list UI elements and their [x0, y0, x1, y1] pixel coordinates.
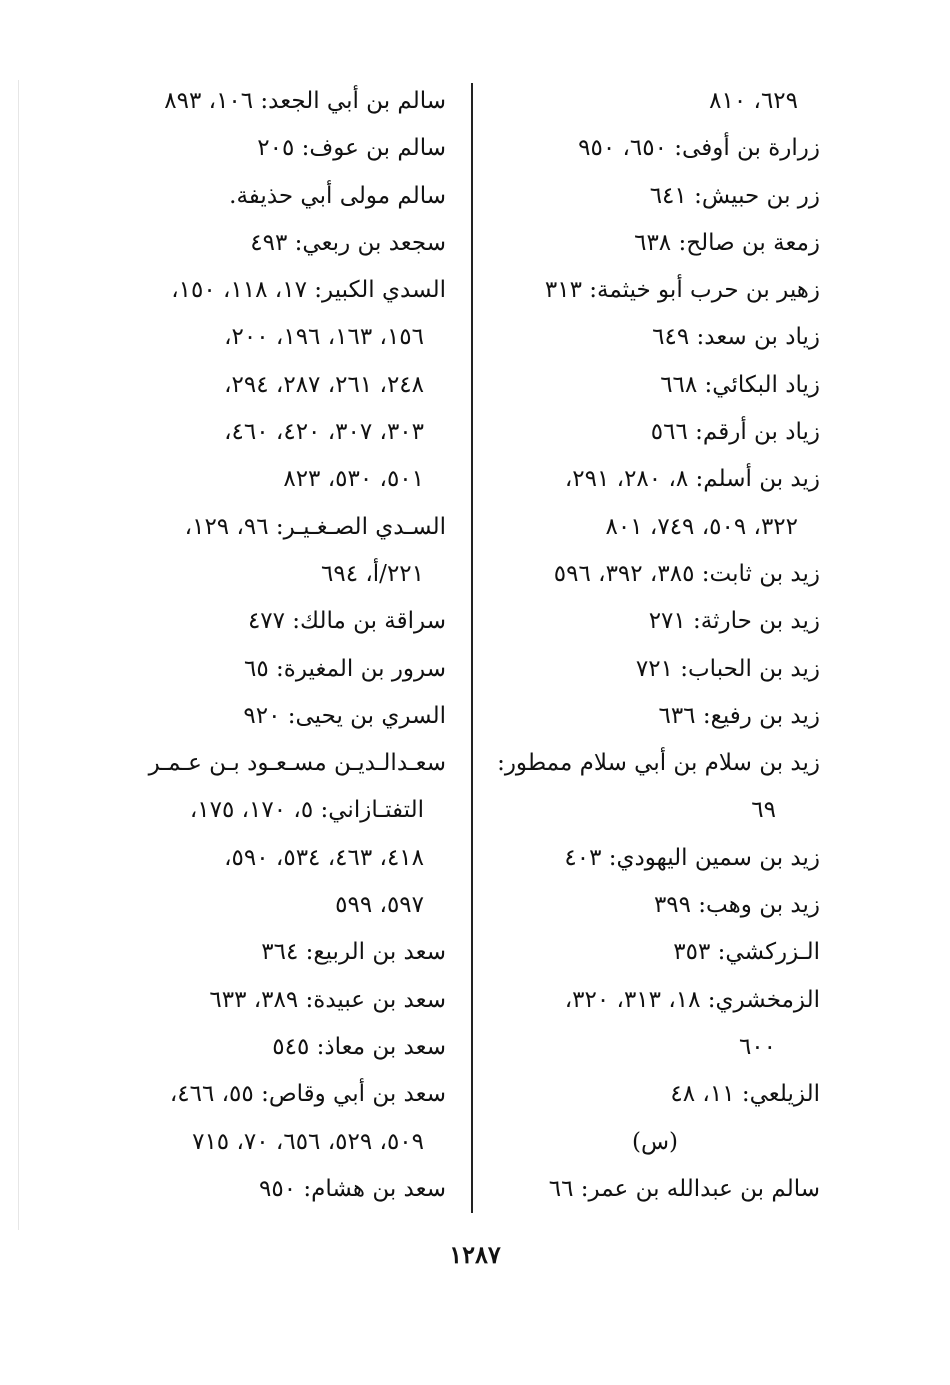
- index-entry: السري بن يحيى: ٩٢٠: [243, 702, 446, 729]
- index-entry: زر بن حبيش: ٦٤١: [649, 182, 820, 209]
- index-entry: زهير بن حرب أبو خيثمة: ٣١٣: [544, 277, 820, 304]
- index-entry: سالم بن أبي الجعد: ١٠٦، ٨٩٣: [164, 88, 446, 114]
- index-entry-continuation: ٦٩: [751, 797, 776, 824]
- index-entry: زيد بن سمين اليهودي: ٤٠٣: [564, 844, 820, 871]
- index-entry-continuation: ٣٠٣، ٣٠٧، ٤٢٠، ٤٦٠،: [224, 419, 424, 446]
- index-column-left: [118, 78, 446, 1213]
- index-entry: السدي الكبير: ١٧، ١١٨، ١٥٠،: [171, 277, 446, 304]
- index-entry: زرارة بن أوفى: ٦٥٠، ٩٥٠: [578, 135, 820, 162]
- column-divider: [471, 83, 473, 1213]
- index-entry: سالم بن عوف: ٢٠٥: [257, 135, 446, 162]
- index-entry: زيد بن ثابت: ٣٨٥، ٣٩٢، ٥٩٦: [553, 560, 820, 587]
- section-letter-heading: (س): [631, 1128, 679, 1155]
- index-entry-continuation: ٦٠٠: [738, 1033, 776, 1060]
- index-entry: سعد بن أبي وقاص: ٥٥، ٤٦٦،: [169, 1081, 446, 1108]
- index-entry: سجعد بن ربعي: ٤٩٣: [250, 229, 446, 256]
- index-entry-continuation: ١٥٦، ١٦٣، ١٩٦، ٢٠٠،: [224, 324, 424, 351]
- index-entry: السـدي الصـغـيـر: ٩٦، ١٢٩،: [184, 513, 446, 540]
- index-entry: الزمخشري: ١٨، ٣١٣، ٣٢٠،: [564, 986, 820, 1013]
- index-entry: سعـدالـديـن مسـعـود بـن عـمـر: [148, 750, 446, 777]
- index-entry: الزيلعي: ١١، ٤٨: [670, 1081, 820, 1108]
- index-entry-continuation: ٥٠١، ٥٣٠، ٨٢٣: [283, 466, 424, 493]
- index-entry: زياد بن أرقم: ٥٦٦: [650, 419, 820, 446]
- index-entry: سعد بن معاذ: ٥٤٥: [272, 1033, 446, 1060]
- index-entry: زيد بن سلام بن أبي سلام ممطور:: [497, 750, 820, 777]
- index-entry-continuation: ٥٠٩، ٥٢٩، ٦٥٦، ٧٠، ٧١٥: [192, 1128, 424, 1155]
- index-entry: سعد بن الربيع: ٣٦٤: [261, 939, 446, 966]
- index-entry: زمعة بن صالح: ٦٣٨: [634, 229, 820, 256]
- index-entry: زيد بن أسلم: ٨، ٢٨٠، ٢٩١،: [564, 466, 820, 493]
- index-entry-continuation: ٤١٨، ٤٦٣، ٥٣٤، ٥٩٠،: [224, 844, 424, 871]
- index-entry: سراقة بن مالك: ٤٧٧: [247, 608, 446, 635]
- index-entry: سعد بن هشام: ٩٥٠: [259, 1175, 446, 1202]
- index-entry: سعد بن عبيدة: ٣٨٩، ٦٣٣: [209, 986, 446, 1013]
- index-entry-continuation: ٢٤٨، ٢٦١، ٢٨٧، ٢٩٤،: [224, 371, 424, 398]
- index-entry: زيد بن رفيع: ٦٣٦: [658, 702, 820, 729]
- index-entry: زيد بن حارثة: ٢٧١: [648, 608, 820, 635]
- index-entry-continuation: ٦٢٩، ٨١٠: [709, 88, 798, 114]
- index-entry: سرور بن المغيرة: ٦٥: [244, 655, 446, 682]
- page-number: ١٢٨٧: [449, 1240, 501, 1269]
- index-entry: سالم مولى أبي حذيفة.: [229, 182, 446, 209]
- page-edge-line: [18, 80, 19, 1230]
- index-entry-continuation: ٥٩٧، ٥٩٩: [335, 892, 424, 919]
- index-column-right: [490, 78, 820, 1213]
- index-entry: سالم بن عبدالله بن عمر: ٦٦: [548, 1175, 820, 1202]
- index-entry: زيد بن الحباب: ٧٢١: [635, 655, 820, 682]
- index-entry: زياد بن سعد: ٦٤٩: [652, 324, 820, 351]
- index-entry-continuation: التفتـازاني: ٥، ١٧٠، ١٧٥،: [189, 797, 424, 824]
- index-entry: زياد البكائي: ٦٦٨: [660, 371, 820, 398]
- index-entry: الـزركشي: ٣٥٣: [673, 939, 820, 966]
- index-entry: زيد بن وهب: ٣٩٩: [653, 892, 820, 919]
- index-entry-continuation: ٣٢٢، ٥٠٩، ٧٤٩، ٨٠١: [605, 513, 798, 540]
- index-entry-continuation: ٢٢١/أ، ٦٩٤: [321, 560, 424, 587]
